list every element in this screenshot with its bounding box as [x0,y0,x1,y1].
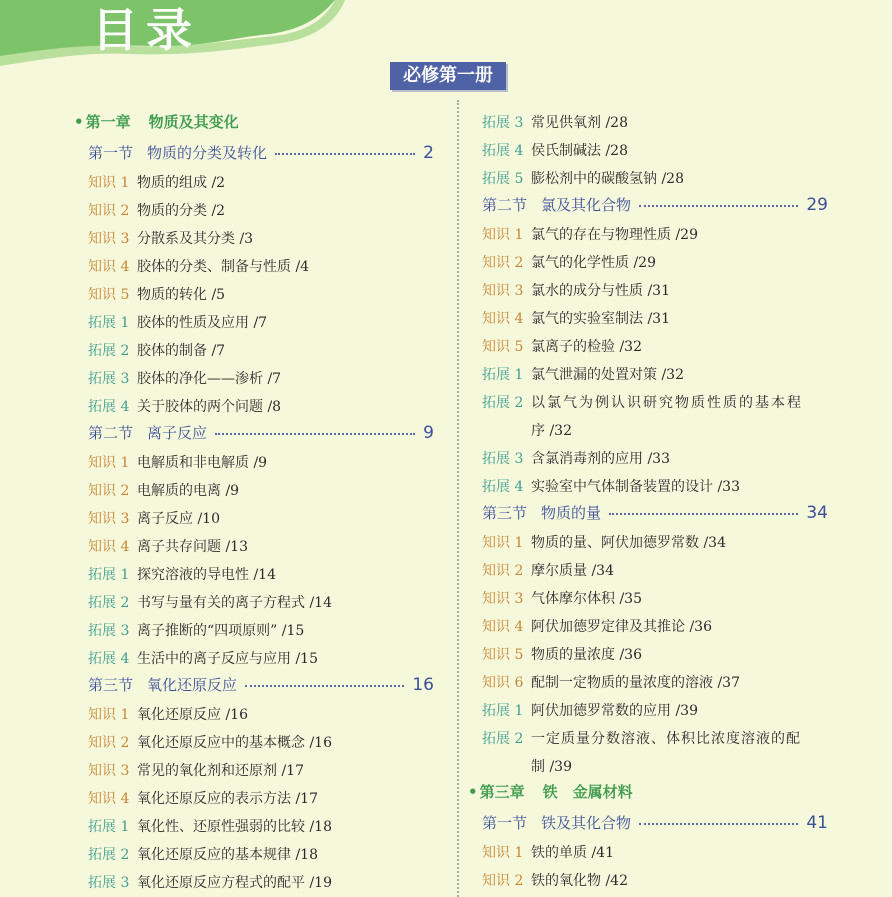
toc-item[interactable] [482,112,628,132]
item-text: 配制一定物质的量浓度的溶液 /37 [531,675,740,691]
chapter-number: 第三章 [479,783,525,801]
knowledge-tag: 知识 1 [482,535,524,551]
section-page-number: 29 [806,194,828,215]
toc-item[interactable] [482,364,684,384]
page-title: 目录 [92,3,200,57]
item-text: 氯气泄漏的处置对策 /32 [531,367,684,383]
section-page-number: 41 [806,812,828,833]
chapter-title: 铁 金属材料 [542,783,633,801]
extension-tag: 拓展 2 [482,731,524,747]
toc-item[interactable] [482,224,698,244]
item-text: 胶体的分类、制备与性质 /4 [137,259,310,275]
item-text: 氯水的成分与性质 /31 [531,283,670,299]
item-text: 胶体的性质及应用 /7 [137,315,268,331]
toc-item[interactable] [482,476,740,496]
chapter-title: 物质及其变化 [148,113,239,131]
knowledge-tag: 知识 4 [88,791,130,807]
item-text: 阿伏加德罗常数的应用 /39 [531,703,698,719]
item-text: 分散系及其分类 /3 [137,231,254,247]
toc-item[interactable] [482,392,803,412]
item-text: 铁的氧化物 /42 [531,873,628,889]
dot-leader [275,153,415,155]
toc-item[interactable] [88,536,248,556]
extension-tag: 拓展 3 [482,451,524,467]
item-text-continued: 序 /32 [531,423,572,439]
item-text: 胶体的制备 /7 [137,343,226,359]
item-text: 书写与量有关的离子方程式 /14 [137,595,332,611]
item-text: 探究溶液的导电性 /14 [137,567,276,583]
item-text: 生活中的离子反应与应用 /15 [137,651,318,667]
dot-leader [245,685,404,687]
knowledge-tag: 知识 3 [482,591,524,607]
toc-item[interactable] [482,842,614,862]
toc-item[interactable] [482,168,684,188]
section-number: 第二节 [482,196,528,214]
item-text: 氯气的化学性质 /29 [531,255,656,271]
knowledge-tag: 知识 1 [88,175,130,191]
extension-tag: 拓展 3 [482,115,524,131]
bullet-dot: • [74,113,84,131]
item-text: 侯氏制碱法 /28 [531,143,628,159]
item-text: 气体摩尔体积 /35 [531,591,642,607]
item-text: 胶体的净化——渗析 /7 [137,371,282,387]
toc-item-continued [531,756,572,776]
knowledge-tag: 知识 5 [88,287,130,303]
knowledge-tag: 知识 3 [88,511,130,527]
section-number: 第三节 [88,676,134,694]
item-text: 阿伏加德罗定律及其推论 /36 [531,619,712,635]
toc-item[interactable] [88,284,225,304]
toc-item[interactable] [482,728,801,748]
extension-tag: 拓展 1 [482,367,524,383]
section-title: 离子反应 [147,424,208,442]
item-text: 实验室中气体制备装置的设计 /33 [531,479,740,495]
toc-item[interactable] [88,564,276,584]
toc-item[interactable] [482,280,670,300]
item-text: 铁的单质 /41 [531,845,614,861]
extension-tag: 拓展 4 [88,651,130,667]
toc-item[interactable] [88,620,304,640]
section-page-number: 16 [412,674,434,695]
item-text: 氧化还原反应的基本规律 /18 [137,847,318,863]
item-text: 氯气的存在与物理性质 /29 [531,227,698,243]
chapter-number: 第一章 [85,113,131,131]
extension-tag: 拓展 1 [88,315,130,331]
extension-tag: 拓展 1 [482,703,524,719]
extension-tag: 拓展 1 [88,567,130,583]
section-page-number: 34 [806,502,828,523]
section-number: 第三节 [482,504,528,522]
section-page-number: 9 [423,422,434,443]
item-text: 物质的组成 /2 [137,175,226,191]
knowledge-tag: 知识 4 [88,539,130,555]
toc-item[interactable] [482,308,670,328]
knowledge-tag: 知识 4 [88,259,130,275]
toc-item[interactable] [88,844,318,864]
knowledge-tag: 知识 5 [482,339,524,355]
section-heading[interactable] [482,194,828,215]
toc-item[interactable] [88,312,267,332]
section-number: 第一节 [482,814,528,832]
section-heading[interactable] [88,674,434,695]
toc-item[interactable] [88,340,225,360]
extension-tag: 拓展 2 [88,343,130,359]
knowledge-tag: 知识 4 [482,311,524,327]
toc-item[interactable] [88,788,318,808]
knowledge-tag: 知识 2 [88,735,130,751]
knowledge-tag: 知识 4 [482,619,524,635]
knowledge-tag: 知识 6 [482,675,524,691]
extension-tag: 拓展 4 [482,479,524,495]
extension-tag: 拓展 5 [482,171,524,187]
toc-item[interactable] [88,368,281,388]
toc-item[interactable] [88,760,304,780]
toc-item[interactable] [88,872,332,892]
knowledge-tag: 知识 3 [88,763,130,779]
item-text: 物质的量浓度 /36 [531,647,642,663]
toc-item[interactable] [88,396,281,416]
column-divider [457,100,459,897]
knowledge-tag: 知识 1 [482,227,524,243]
toc-item[interactable] [482,672,740,692]
item-text: 关于胶体的两个问题 /8 [137,399,282,415]
dot-leader [609,513,798,515]
extension-tag: 拓展 2 [88,847,130,863]
extension-tag: 拓展 1 [88,819,130,835]
toc-item[interactable] [88,508,220,528]
section-title: 物质的量 [541,504,602,522]
toc-item[interactable] [88,228,253,248]
section-title: 物质的分类及转化 [147,144,268,162]
item-text: 氧化还原反应中的基本概念 /16 [137,735,332,751]
item-text: 以氯气为例认识研究物质性质的基本程 [531,395,803,411]
section-heading[interactable] [88,422,434,443]
item-text: 常见供氧剂 /28 [531,115,628,131]
toc-item[interactable] [88,704,248,724]
book-badge: 必修第一册 [390,62,506,90]
toc-item[interactable] [482,616,712,636]
item-text: 氧化还原反应 /16 [137,707,248,723]
extension-tag: 拓展 3 [88,623,130,639]
knowledge-tag: 知识 1 [88,707,130,723]
item-text: 电解质和非电解质 /9 [137,455,268,471]
item-text: 电解质的电离 /9 [137,483,240,499]
item-text: 氧化还原反应的表示方法 /17 [137,791,318,807]
chapter-heading [468,781,633,802]
item-text: 氯气的实验室制法 /31 [531,311,670,327]
extension-tag: 拓展 3 [88,371,130,387]
toc-item[interactable] [482,252,656,272]
toc-item[interactable] [88,732,332,752]
item-text: 一定质量分数溶液、体积比浓度溶液的配 [531,731,801,747]
extension-tag: 拓展 4 [88,399,130,415]
extension-tag: 拓展 4 [482,143,524,159]
item-text: 物质的量、阿伏加德罗常数 /34 [531,535,726,551]
toc-item[interactable] [88,256,309,276]
item-text: 物质的转化 /5 [137,287,226,303]
extension-tag: 拓展 2 [482,395,524,411]
knowledge-tag: 知识 2 [482,255,524,271]
dot-leader [639,823,798,825]
knowledge-tag: 知识 2 [482,873,524,889]
toc-item[interactable] [482,588,642,608]
item-text: 离子共存问题 /13 [137,539,248,555]
extension-tag: 拓展 3 [88,875,130,891]
toc-item[interactable] [482,140,628,160]
toc-item[interactable] [482,336,642,356]
item-text: 含氯消毒剂的应用 /33 [531,451,670,467]
toc-item[interactable] [482,560,614,580]
section-heading[interactable] [482,502,828,523]
knowledge-tag: 知识 2 [88,203,130,219]
knowledge-tag: 知识 1 [482,845,524,861]
knowledge-tag: 知识 2 [482,563,524,579]
item-text: 物质的分类 /2 [137,203,226,219]
item-text: 氧化性、还原性强弱的比较 /18 [137,819,332,835]
toc-item[interactable] [482,870,628,890]
section-heading[interactable] [482,812,828,833]
section-number: 第二节 [88,424,134,442]
item-text: 离子反应 /10 [137,511,220,527]
dot-leader [215,433,415,435]
chapter-heading [74,111,239,132]
section-title: 氧化还原反应 [147,676,238,694]
section-number: 第一节 [88,144,134,162]
item-text: 氯离子的检验 /32 [531,339,642,355]
toc-item[interactable] [88,452,267,472]
knowledge-tag: 知识 3 [482,283,524,299]
section-page-number: 2 [423,142,434,163]
knowledge-tag: 知识 5 [482,647,524,663]
section-title: 铁及其化合物 [541,814,632,832]
item-text: 常见的氧化剂和还原剂 /17 [137,763,304,779]
toc-item[interactable] [482,700,698,720]
item-text: 离子推断的“四项原则” /15 [137,623,305,639]
dot-leader [639,205,798,207]
item-text: 摩尔质量 /34 [531,563,614,579]
item-text: 膨松剂中的碳酸氢钠 /28 [531,171,684,187]
item-text-continued: 制 /39 [531,759,572,775]
extension-tag: 拓展 2 [88,595,130,611]
section-heading[interactable] [88,142,434,163]
toc-item[interactable] [88,816,332,836]
toc-item[interactable] [88,648,318,668]
toc-item[interactable] [482,448,670,468]
toc-item[interactable] [482,644,642,664]
toc-item-continued [531,420,572,440]
item-text: 氧化还原反应方程式的配平 /19 [137,875,332,891]
toc-item[interactable] [88,172,225,192]
toc-item[interactable] [482,532,726,552]
section-title: 氯及其化合物 [541,196,632,214]
knowledge-tag: 知识 1 [88,455,130,471]
toc-item[interactable] [88,200,225,220]
bullet-dot: • [468,783,478,801]
toc-item[interactable] [88,592,332,612]
knowledge-tag: 知识 2 [88,483,130,499]
toc-item[interactable] [88,480,239,500]
knowledge-tag: 知识 3 [88,231,130,247]
